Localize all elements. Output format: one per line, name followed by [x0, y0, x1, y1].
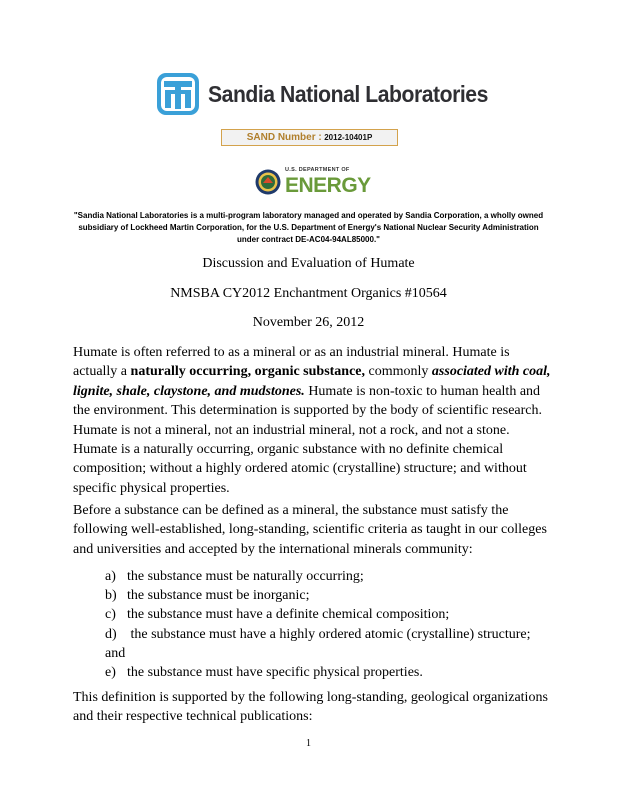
- list-item: a) the substance must be naturally occurring;: [105, 569, 364, 584]
- list-item: c) the substance must have a definite chemical composition;: [105, 607, 450, 623]
- sand-number-label: SAND Number :: [246, 132, 322, 143]
- intro-text-2: commonly: [365, 364, 432, 380]
- disclaimer: "Sandia National Laboratories is a multi-program laboratory managed and operated by Sandia Corporation, a wholly owned subsidiary of Lockheed Martin Corporation, for the U.S. Department of Energy's National Nuclear Security Administration under contract DE-AC04-94AL85000.": [73, 211, 544, 244]
- list-item: b) the substance must be inorganic;: [105, 588, 310, 604]
- paragraph-intro: [73, 343, 553, 498]
- criteria-list: [105, 567, 545, 682]
- sand-number-box: [221, 129, 398, 146]
- sandia-logo: [156, 72, 512, 116]
- paragraph-organizations: This definition is supported by the following long-standing, geological organizations and their respective technical publications:: [73, 690, 548, 725]
- paragraph-criteria-intro: Before a substance can be defined as a mineral, the substance must satisfy the following well-established, long-standing, scientific criteria as taught in our colleges and universities and accepted by the international minerals community:: [73, 503, 547, 557]
- list-item: e) the substance must have specific physical properties.: [105, 665, 423, 681]
- thunderbird-icon: [156, 72, 200, 116]
- org-name: Sandia National Laboratories: [208, 80, 488, 107]
- doe-small-text: U.S. DEPARTMENT OF: [285, 167, 350, 173]
- list-item: d) the substance must have a highly ordered atomic (crystalline) structure; and: [105, 626, 531, 661]
- document-date: November 26, 2012: [252, 315, 365, 330]
- intro-text-3: Humate is non-toxic to human health and the environment. This determination is supported by the body of scientific research. Humate is not a mineral, not an industrial mineral, not a rock, and not a stone. Humate is a naturally occurring, organic substance with no definite chemical composition; without a highly ordered atomic (crystalline) structure; and without specific physical properties.: [73, 383, 543, 496]
- project-line: NMSBA CY2012 Enchantment Organics #10564: [170, 286, 447, 301]
- intro-bold-italic-phrase: associated with coal, lignite, shale, claystone, and mudstones.: [73, 364, 551, 399]
- sand-number-value: 2012-10401P: [324, 133, 373, 142]
- document-title: Discussion and Evaluation of Humate: [202, 256, 415, 271]
- intro-text-1: Humate is often referred to as a mineral or as an industrial mineral. Humate is actually a: [73, 345, 510, 380]
- page-number: 1: [306, 738, 311, 749]
- doe-seal-icon: [255, 169, 281, 195]
- intro-bold-phrase: naturally occurring, organic substance,: [130, 364, 366, 380]
- doe-wordmark: ENERGY: [285, 173, 371, 197]
- doe-logo: [255, 168, 371, 196]
